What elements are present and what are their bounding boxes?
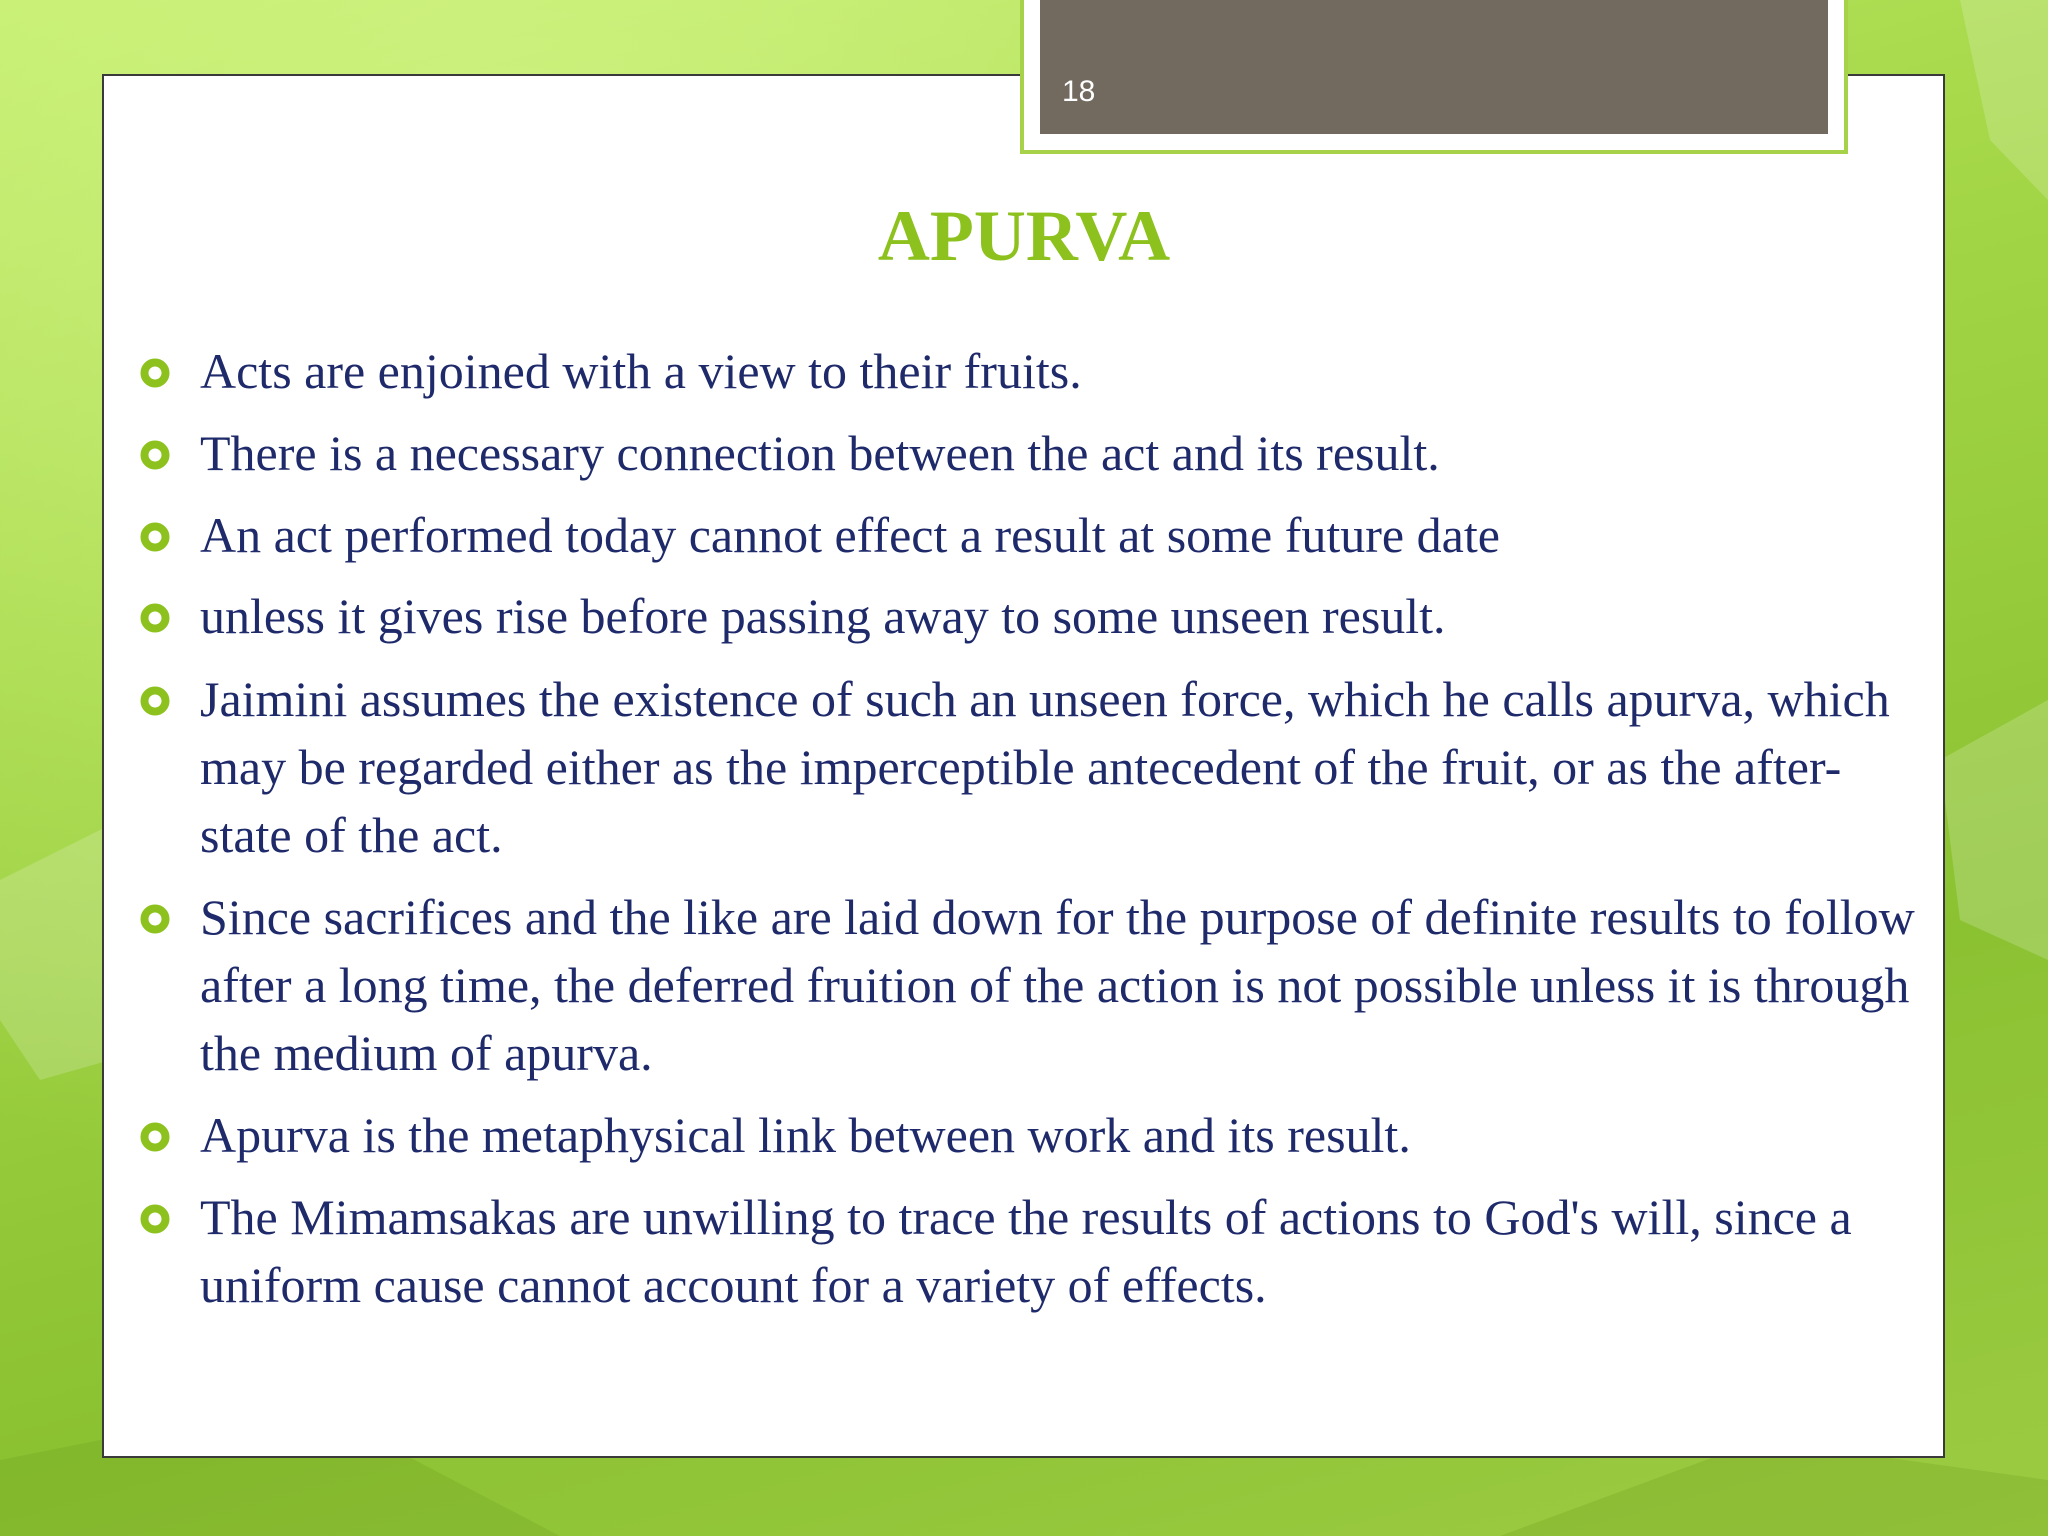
ring-bullet-icon	[140, 1204, 170, 1234]
bullet-item: Apurva is the metaphysical link between work and its result.	[200, 1107, 1411, 1163]
ring-bullet-icon	[140, 358, 170, 388]
bullet-item: There is a necessary connection between the act and its result.	[200, 425, 1440, 481]
slide-number: 18	[1062, 75, 1096, 108]
ring-bullet-icon	[140, 1122, 170, 1152]
bullet-item: Since sacrifices and the like are laid down for the purpose of definite results to follow after a long time, the deferred fruition of the action is not possible unless it is through the medium of apurva.	[200, 889, 1915, 1081]
bullet-item: An act performed today cannot effect a result at some future date	[200, 507, 1500, 563]
ring-bullet-icon	[140, 522, 170, 552]
ring-bullet-icon	[140, 603, 170, 633]
bullet-item: Acts are enjoined with a view to their fruits.	[200, 343, 1082, 399]
bullet-item: Jaimini assumes the existence of such an unseen force, which he calls apurva, which may be regarded either as the imperceptible antecedent of the fruit, or as the after-state of the act.	[200, 671, 1890, 863]
bullet-item: unless it gives rise before passing away to some unseen result.	[200, 588, 1446, 644]
ring-bullet-icon	[140, 904, 170, 934]
ring-bullet-icon	[140, 440, 170, 470]
ring-bullet-icon	[140, 686, 170, 716]
bullet-item: The Mimamsakas are unwilling to trace the results of actions to God's will, since a uniform cause cannot account for a variety of effects.	[200, 1189, 1852, 1313]
slide-title: APURVA	[877, 196, 1171, 276]
